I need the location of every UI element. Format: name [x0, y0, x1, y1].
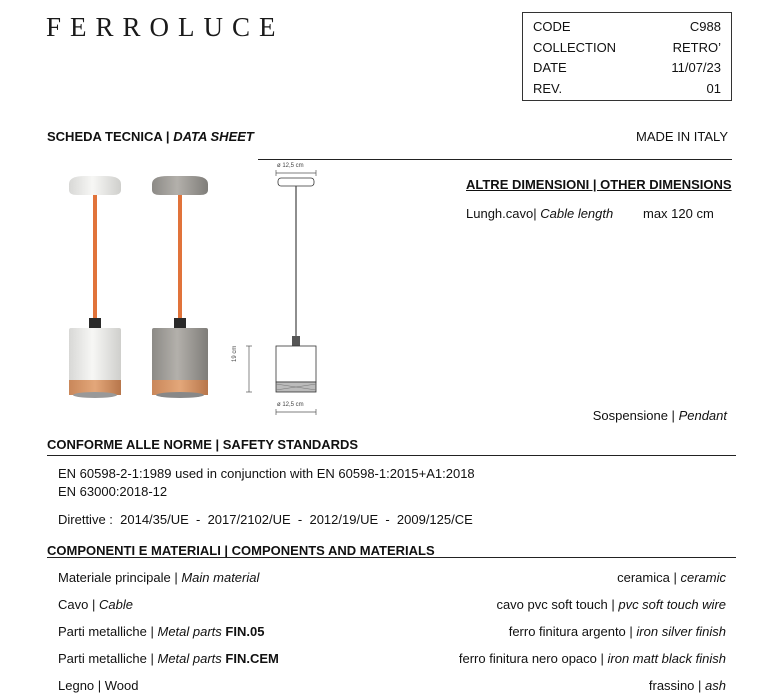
brand-logo: FERROLUCE	[46, 12, 285, 42]
component-row	[58, 570, 726, 585]
doc-title-it: SCHEDA TECNICA |	[47, 129, 170, 144]
component-name-en: Cable	[98, 597, 133, 612]
cable-length-it: Lungh.cavo|	[466, 206, 537, 221]
component-value-it: frassino |	[648, 678, 702, 693]
component-name-it: Parti metalliche |	[58, 624, 154, 639]
info-row-collection	[533, 40, 721, 60]
info-label: REV.	[533, 81, 563, 96]
component-value-it: ferro finitura argento |	[508, 624, 633, 639]
component-name-en: Metal parts	[157, 651, 222, 666]
cable-length-value: max 120 cm	[643, 206, 714, 221]
standard-line-1: EN 60598-2-1:1989 used in conjunction with EN 60598-1:2015+A1:2018	[58, 466, 475, 481]
info-box	[522, 12, 732, 101]
info-label: CODE	[533, 19, 571, 34]
component-value-it: ceramica |	[617, 570, 677, 585]
component-row	[58, 597, 726, 612]
component-value-en: pvc soft touch wire	[618, 597, 726, 612]
directives-line: Direttive : 2014/35/UE - 2017/2102/UE - 2012/19/UE - 2009/125/CE	[58, 512, 473, 527]
info-value: 11/07/23	[671, 60, 721, 75]
component-name-it: Materiale principale |	[58, 570, 178, 585]
info-row-rev	[533, 81, 721, 101]
other-dimensions-title: ALTRE DIMENSIONI | OTHER DIMENSIONS	[466, 177, 732, 192]
component-name-it: Parti metalliche |	[58, 651, 154, 666]
component-name-it: Legno |	[58, 678, 102, 693]
component-name-en: Main material	[181, 570, 260, 585]
info-row-code	[533, 19, 721, 39]
component-name-it: Cavo |	[58, 597, 96, 612]
info-label: COLLECTION	[533, 40, 617, 55]
standard-line-2: EN 63000:2018-12	[58, 484, 168, 499]
component-value-en: iron matt black finish	[607, 651, 726, 666]
finish-code: FIN.CEM	[225, 651, 279, 666]
component-row	[58, 624, 726, 639]
info-label: DATE	[533, 60, 567, 75]
component-value-en: iron silver finish	[636, 624, 726, 639]
cable-length-en: Cable length	[540, 206, 614, 221]
product-type-en: Pendant	[678, 408, 727, 423]
doc-title-en: DATA SHEET	[173, 129, 254, 144]
top-diameter-label: ø 12,5 cm	[277, 163, 304, 169]
standards-divider	[47, 455, 736, 456]
component-value-it: ferro finitura nero opaco |	[458, 651, 604, 666]
component-row	[58, 651, 726, 666]
info-row-date	[533, 60, 721, 80]
components-divider	[47, 557, 736, 558]
technical-drawing	[236, 160, 356, 420]
component-value-en: ceramic	[680, 570, 726, 585]
components-title: COMPONENTI E MATERIALI | COMPONENTS AND MATERIALS	[47, 543, 435, 558]
product-type-it: Sospensione |	[592, 408, 675, 423]
info-value: RETRO’	[672, 40, 721, 55]
info-value: 01	[706, 81, 721, 96]
component-row	[58, 678, 726, 693]
pendant-cement-image	[140, 168, 220, 398]
component-name-en: Wood	[104, 678, 139, 693]
component-value-en: ash	[705, 678, 726, 693]
pendant-white-image	[55, 168, 135, 398]
finish-code: FIN.05	[225, 624, 265, 639]
cable-length-label	[466, 206, 613, 221]
height-label: 19 cm	[232, 345, 238, 362]
component-name-en: Metal parts	[157, 624, 222, 639]
doc-title	[47, 129, 254, 144]
info-value: C988	[689, 19, 721, 34]
product-type	[593, 408, 727, 423]
made-in-label: MADE IN ITALY	[636, 129, 728, 144]
component-value-it: cavo pvc soft touch |	[496, 597, 615, 612]
standards-title: CONFORME ALLE NORME | SAFETY STANDARDS	[47, 437, 359, 452]
bottom-diameter-label: ø 12,5 cm	[277, 402, 304, 408]
